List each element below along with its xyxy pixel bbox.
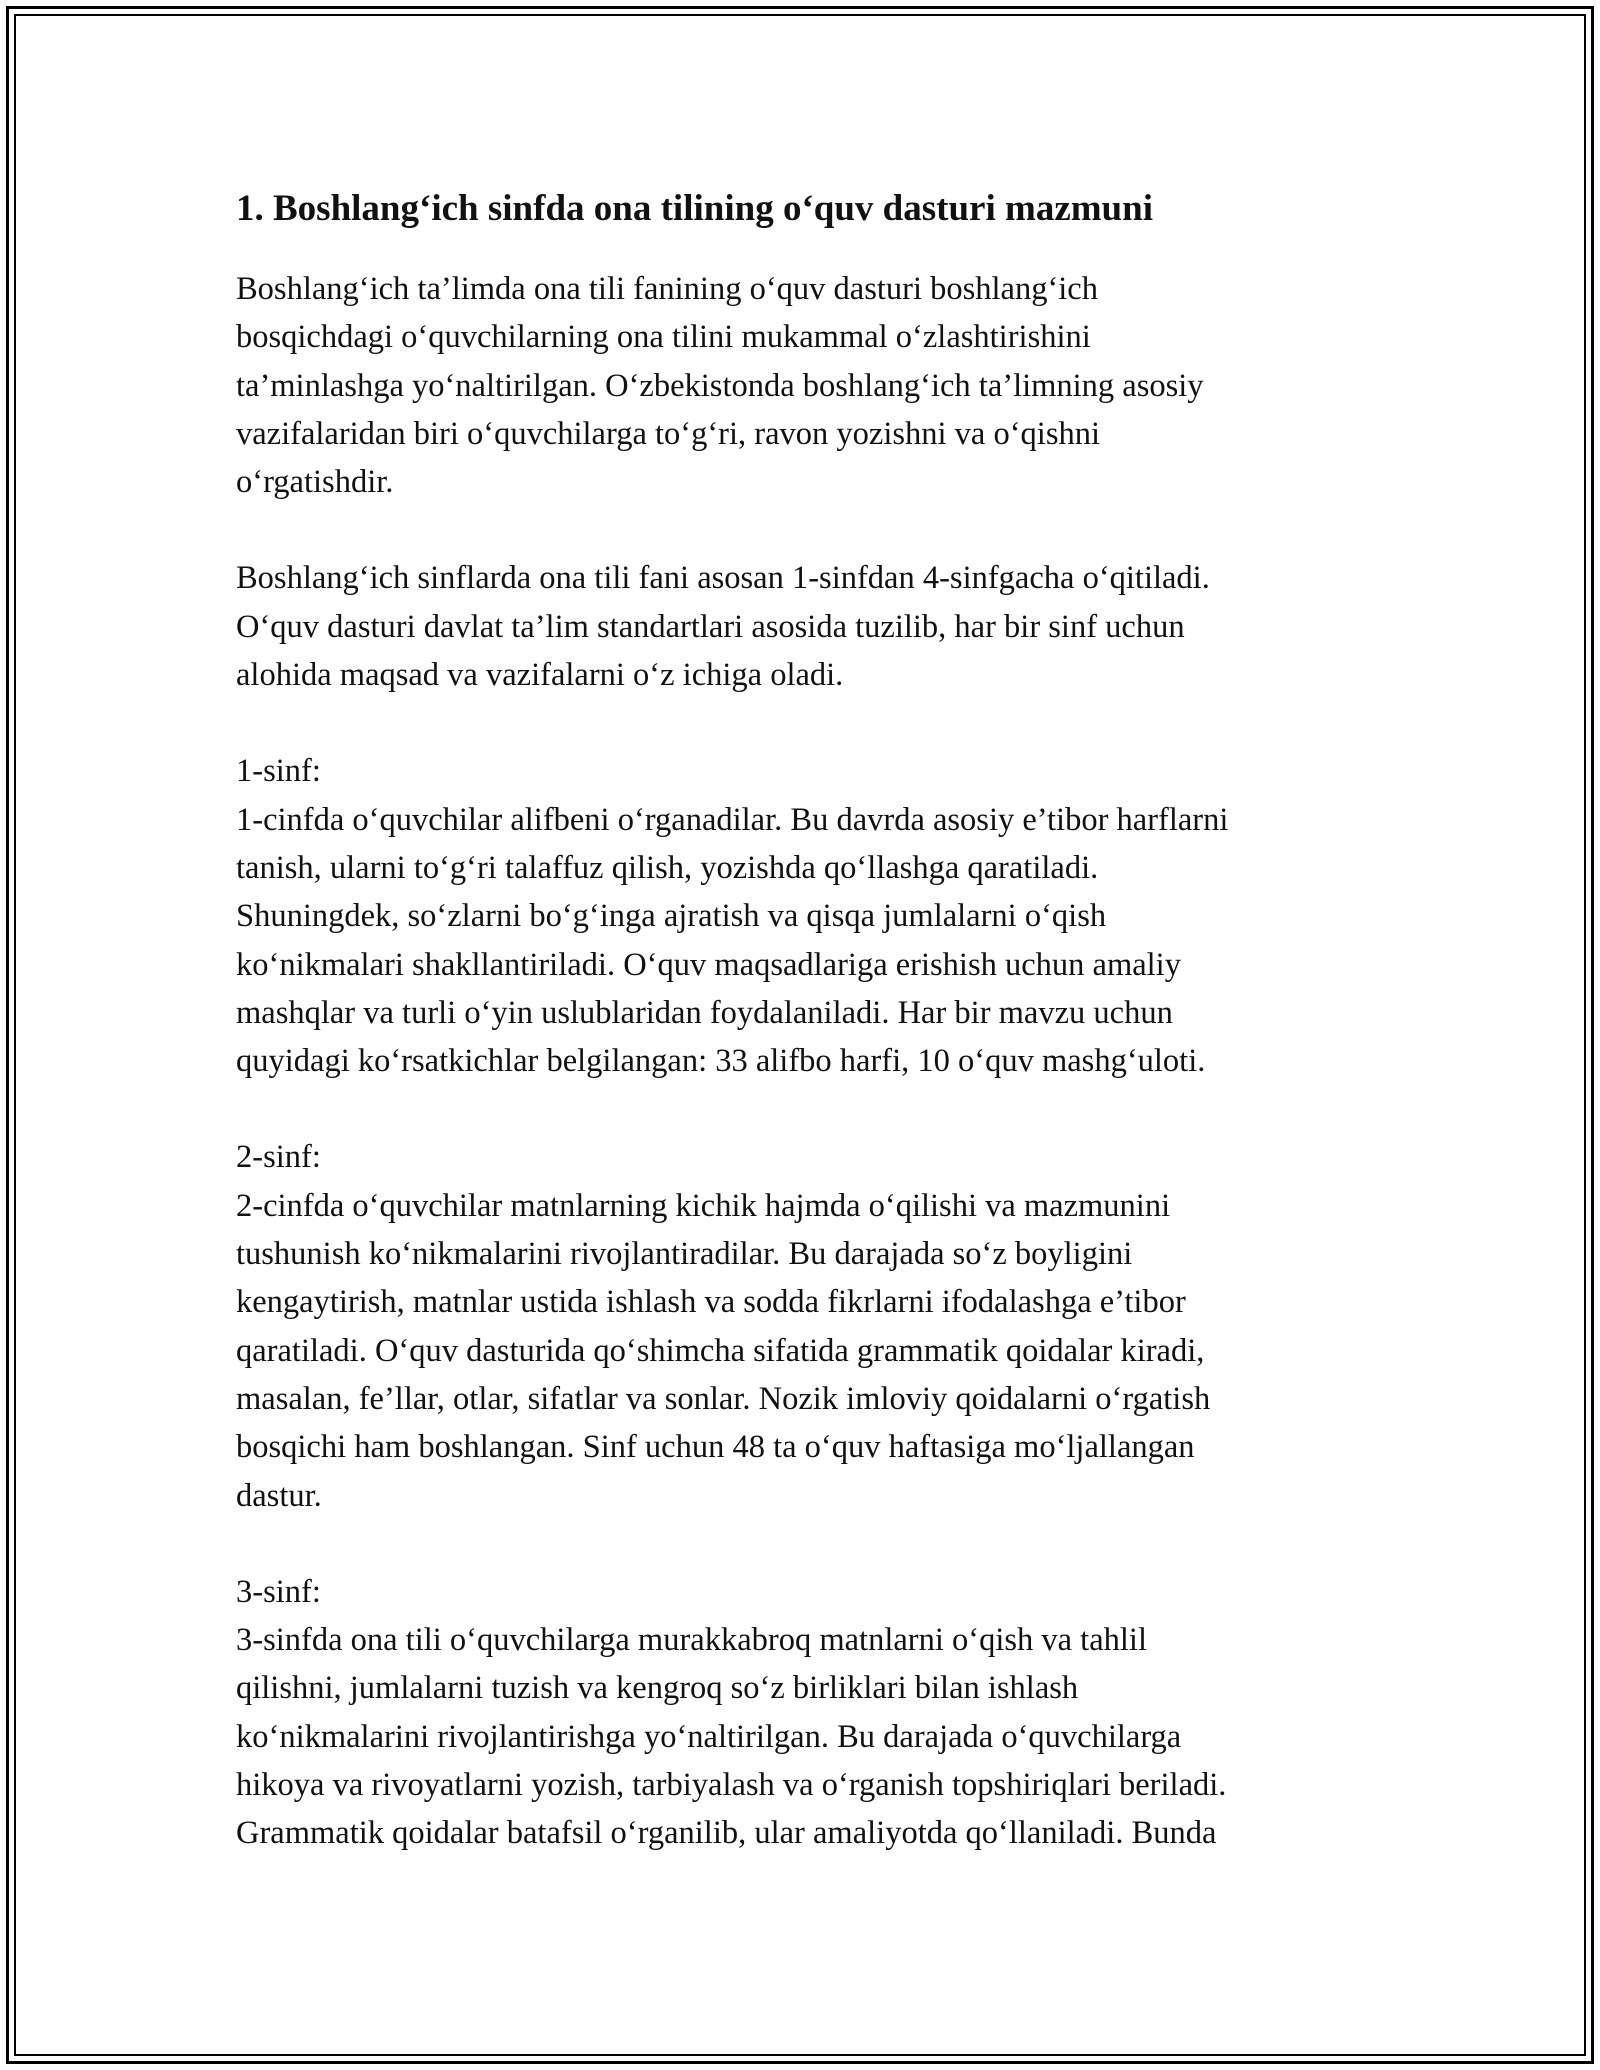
text-line: ko‘nikmalari shakllantiriladi. O‘quv maqsadlariga erishish uchun amaliy [236, 946, 1181, 983]
document-body [236, 186, 1386, 1906]
text-line: masalan, fe’llar, otlar, sifatlar va sonlar. Nozik imloviy qoidalarni o‘rgatish [236, 1380, 1211, 1417]
text-line: o‘rgatishdir. [236, 464, 394, 501]
paragraph-grade-3 [236, 1568, 1386, 1858]
text-line: 2-cinfda o‘quvchilar matnlarning kichik hajmda o‘qilishi va mazmunini [236, 1187, 1171, 1224]
text-line: Boshlang‘ich sinflarda ona tili fani asosan 1-sinfdan 4-sinfgacha o‘qitiladi. [236, 560, 1210, 597]
text-line: bosqichi ham boshlangan. Sinf uchun 48 ta o‘quv haftasiga mo‘ljallangan [236, 1429, 1195, 1466]
paragraph-overview [236, 554, 1386, 699]
document-title: 1. Boshlang‘ich sinfda ona tilining o‘quv dasturi mazmuni [236, 188, 1153, 229]
section-heading: 2-sinf: [236, 1139, 321, 1176]
text-line: alohida maqsad va vazifalarni o‘z ichiga oladi. [236, 657, 844, 694]
text-line: 3-sinfda ona tili o‘quvchilarga murakkabroq matnlarni o‘qish va tahlil [236, 1622, 1147, 1659]
text-line: O‘quv dasturi davlat ta’lim standartlari asosida tuzilib, har bir sinf uchun [236, 608, 1185, 645]
text-line: Grammatik qoidalar batafsil o‘rganilib, ular amaliyotda qo‘llaniladi. Bunda [236, 1815, 1217, 1852]
text-line: Shuningdek, so‘zlarni bo‘g‘inga ajratish va qisqa jumlalarni o‘qish [236, 898, 1107, 935]
text-line: ko‘nikmalarini rivojlantirishga yo‘naltirilgan. Bu darajada o‘quvchilarga [236, 1718, 1182, 1755]
text-line: kengaytirish, matnlar ustida ishlash va sodda fikrlarni ifodalashga e’tibor [236, 1284, 1186, 1321]
text-line: qilishni, jumlalarni tuzish va kengroq so‘z birliklari bilan ishlash [236, 1670, 1079, 1707]
text-line: Boshlang‘ich ta’limda ona tili fanining o‘quv dasturi boshlang‘ich [236, 271, 1098, 307]
text-line: vazifalaridan biri o‘quvchilarga to‘g‘ri, ravon yozishni va o‘qishni [236, 415, 1100, 452]
text-line: qaratiladi. O‘quv dasturida qo‘shimcha sifatida grammatik qoidalar kiradi, [236, 1332, 1205, 1369]
text-line: dastur. [236, 1477, 322, 1514]
text-line: mashqlar va turli o‘yin uslublaridan foydalaniladi. Har bir mavzu uchun [236, 994, 1173, 1031]
text-line: tanish, ularni to‘g‘ri talaffuz qilish, yozishda qo‘llashga qaratiladi. [236, 849, 1099, 886]
section-heading: 1-sinf: [236, 753, 321, 790]
paragraph-intro [236, 265, 1386, 506]
section-heading: 3-sinf: [236, 1573, 321, 1610]
text-line: quyidagi ko‘rsatkichlar belgilangan: 33 alifbo harfi, 10 o‘quv mashg‘uloti. [236, 1043, 1206, 1080]
text-line: bosqichdagi o‘quvchilarning ona tilini mukammal o‘zlashtirishini [236, 319, 1091, 356]
text-line: tushunish ko‘nikmalarini rivojlantiradilar. Bu darajada so‘z boyligini [236, 1236, 1133, 1273]
paragraph-grade-1 [236, 747, 1386, 1085]
text-line: hikoya va rivoyatlarni yozish, tarbiyalash va o‘rganish topshiriqlari beriladi. [236, 1767, 1227, 1804]
paragraph-grade-2 [236, 1133, 1386, 1519]
text-line: ta’minlashga yo‘naltirilgan. O‘zbekistonda boshlang‘ich ta’limning asosiy [236, 367, 1204, 404]
text-line: 1-cinfda o‘quvchilar alifbeni o‘rganadilar. Bu davrda asosiy e’tibor harflarni [236, 801, 1229, 838]
